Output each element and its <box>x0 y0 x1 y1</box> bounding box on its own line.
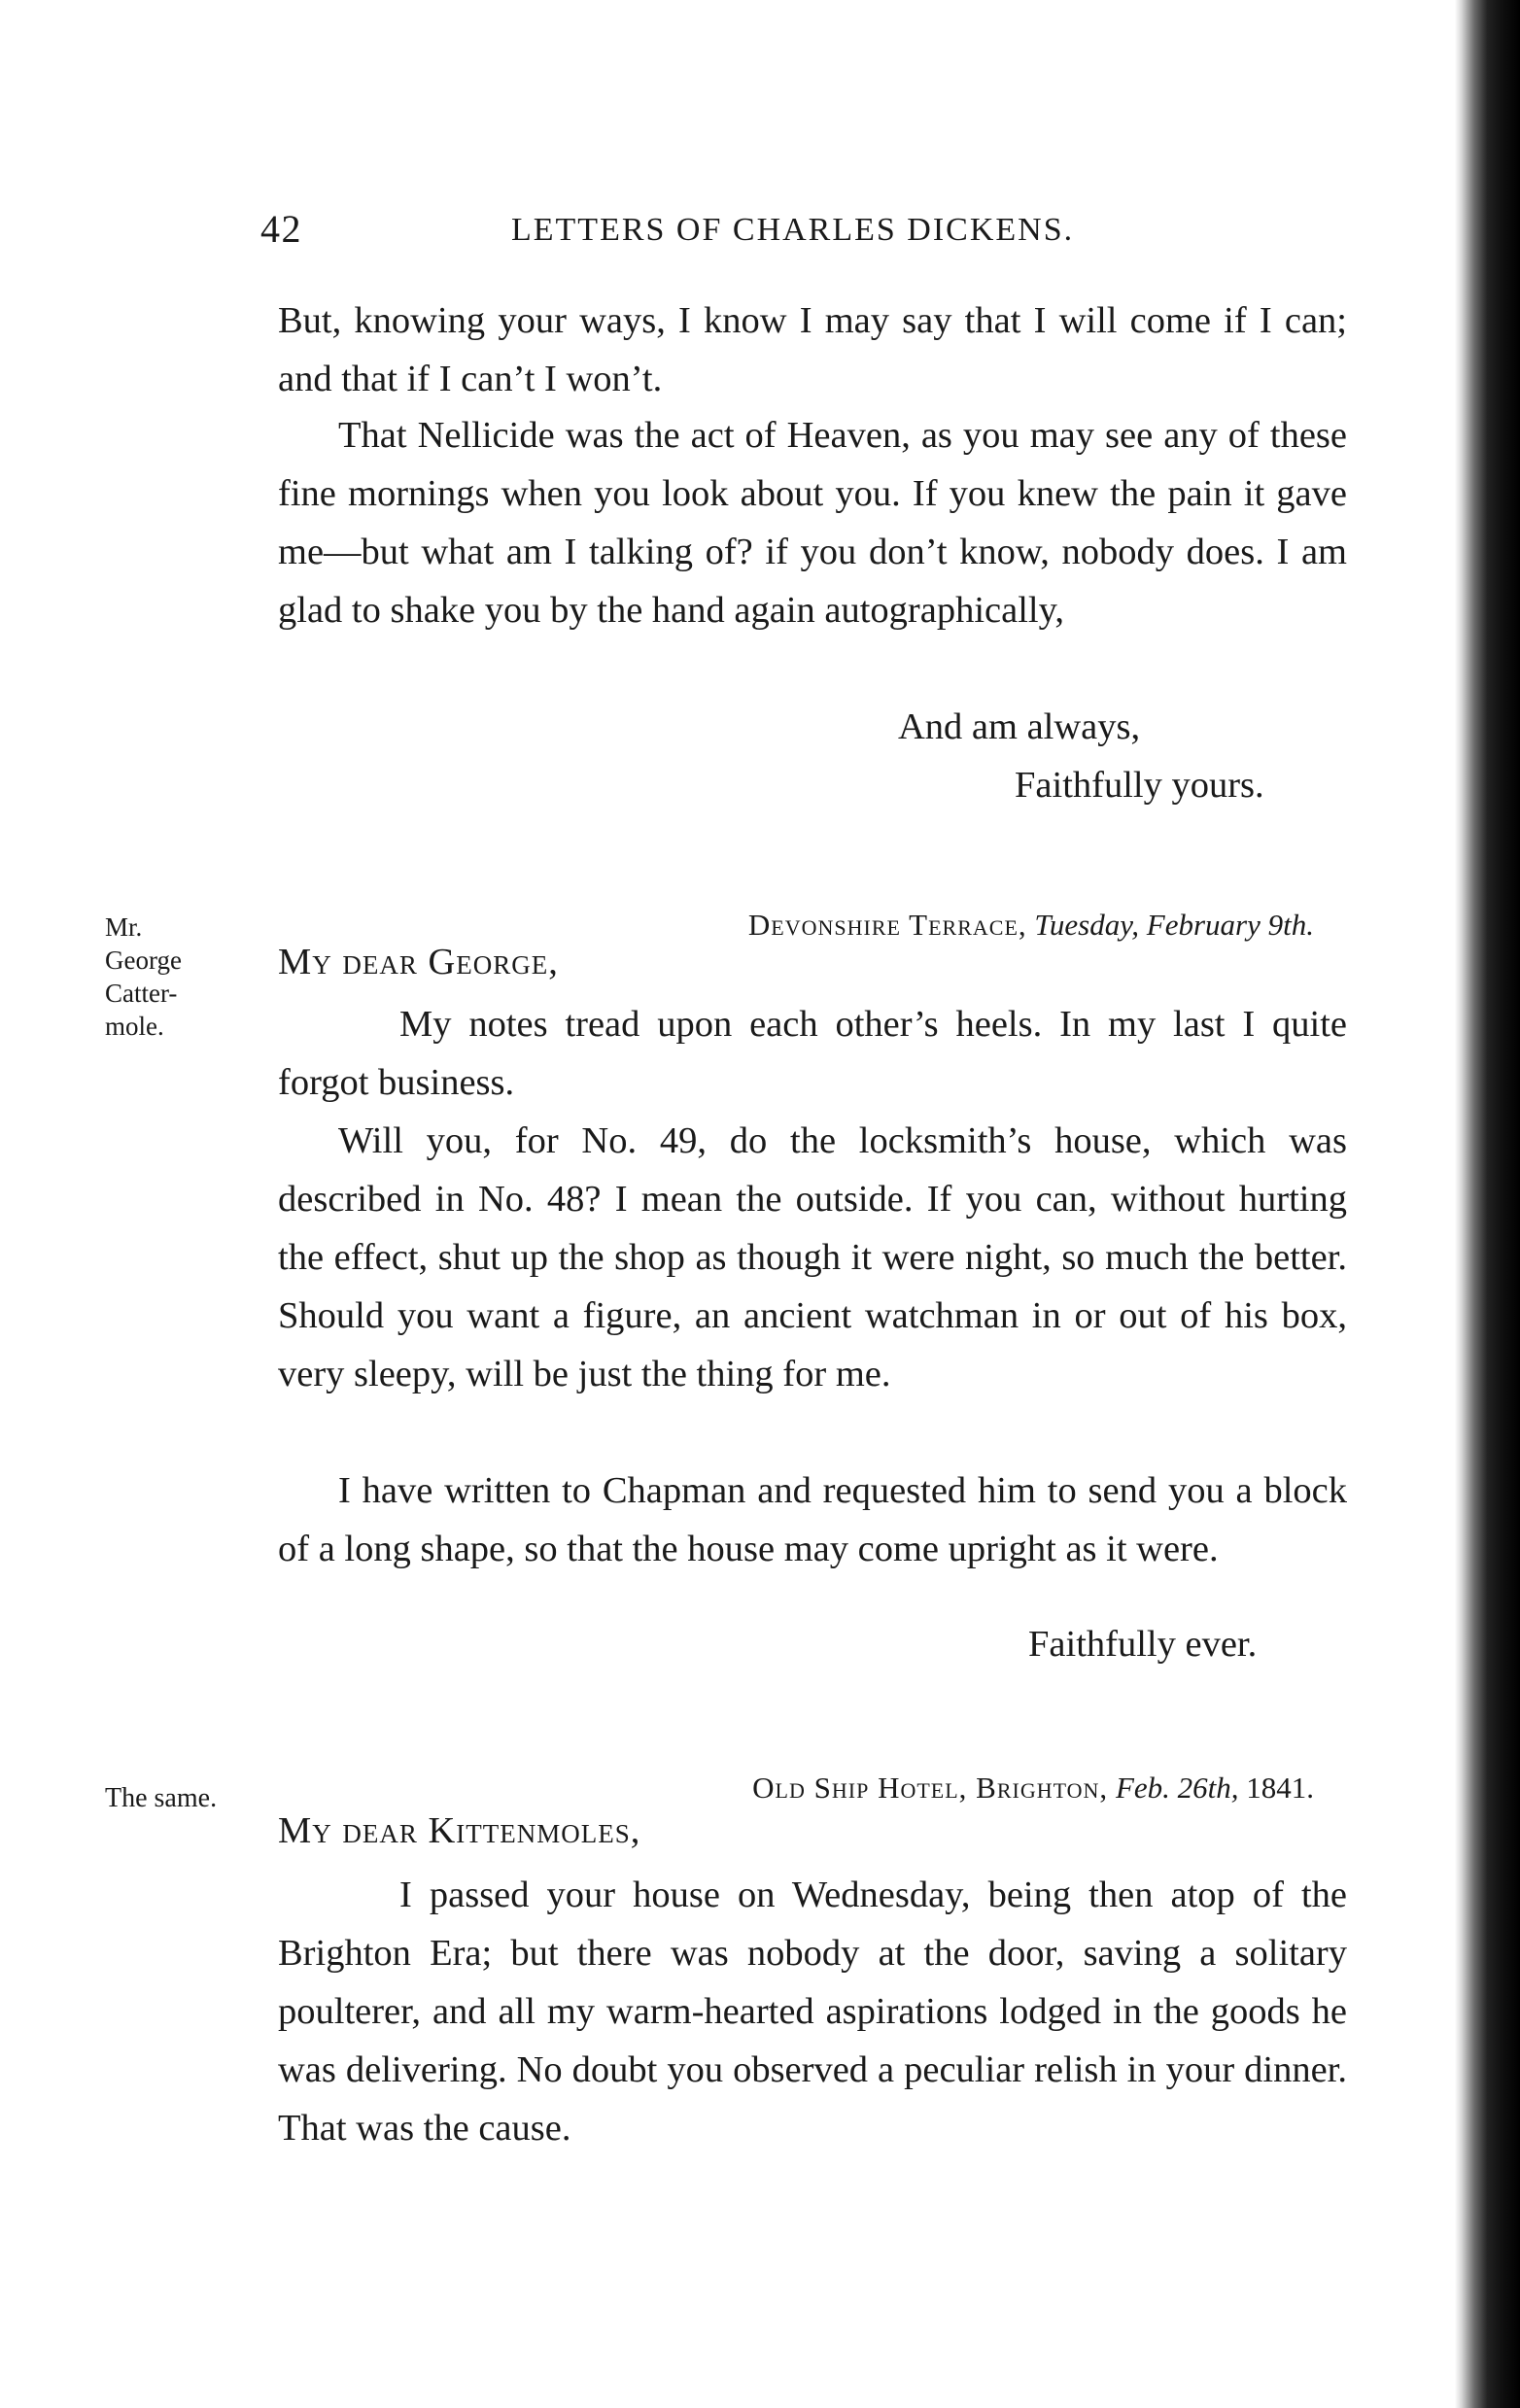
scanned-page-edge <box>1455 0 1520 2408</box>
dateline-date: Feb. 26th, <box>1115 1771 1239 1805</box>
dateline-date: Tuesday, February 9th. <box>1034 908 1314 942</box>
letter2-paragraph1: My notes tread upon each other’s heels. In my last I quite forgot business. <box>278 1004 1347 1103</box>
margin-note-line: mole. <box>105 1012 164 1041</box>
margin-note-line: George <box>105 946 182 975</box>
letter1-closing-line1: And am always, <box>898 706 1141 747</box>
letter2-paragraph2: Will you, for No. 49, do the locksmith’s house, which was described in No. 48? I mean the outside. If you can, without hurting the effect, shut up the shop as though it were night, so much the better. Should you want a figure, an ancient watchman in or out of his box, very sleepy, will be just the thing for me. <box>278 1120 1347 1394</box>
page-number: 42 <box>260 207 302 251</box>
letter3-salutation: My dear Kittenmoles, <box>278 1810 641 1851</box>
margin-note-line: Mr. <box>105 912 143 942</box>
letter3-margin-note: The same. <box>105 1783 218 1813</box>
dateline-year: 1841. <box>1246 1771 1314 1805</box>
letter2-dateline <box>748 908 1314 943</box>
letter3-paragraph1: I passed your house on Wednesday, being then atop of the Brighton Era; but there was nobody at the door, saving a solitary poulterer, and all my warm-hearted aspirations lodged in the goods he was delivering. No doubt you observed a peculiar relish in your dinner. That was the cause. <box>278 1875 1347 2149</box>
letter3-dateline <box>752 1771 1314 1806</box>
letter2-closing: Faithfully ever. <box>1028 1624 1258 1665</box>
letter2-salutation: My dear George, <box>278 942 559 982</box>
running-head <box>260 206 1330 255</box>
letter1-closing-line2: Faithfully yours. <box>1015 765 1264 806</box>
dateline-place: Old Ship Hotel, Brighton, <box>752 1771 1109 1805</box>
dateline-place: Devonshire Terrace, <box>747 908 1027 942</box>
letter1-paragraph2: That Nellicide was the act of Heaven, as you may see any of these fine mornings when you look about you. If you knew the pain it gave me—but what am I talking of? if you don’t know, nobody does. I am glad to shake you by the hand again autographically, <box>278 415 1347 631</box>
margin-note-line: Catter- <box>105 979 178 1008</box>
running-title: LETTERS OF CHARLES DICKENS. <box>511 212 1075 248</box>
letter1-paragraph1: But, knowing your ways, I know I may say that I will come if I can; and that if I can’t I won’t. <box>278 300 1347 399</box>
letter2-margin-note <box>105 911 251 1043</box>
letter2-paragraph3: I have written to Chapman and requested him to send you a block of a long shape, so that the house may come upright as it were. <box>278 1470 1347 1569</box>
